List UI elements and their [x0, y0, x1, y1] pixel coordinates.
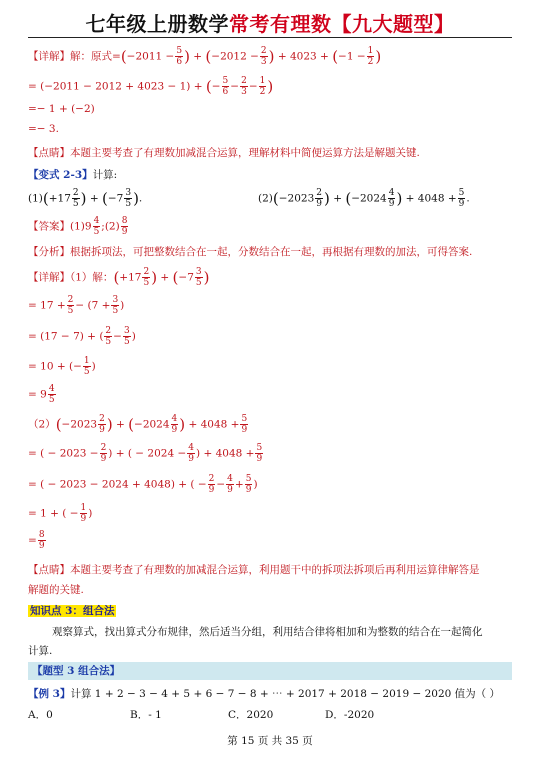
detail-2-line-7: = ( − 2023 − $\frac{2}{9}$ ) + ( − 2024 − $\frac{4}{9}$ ) + 4048 + $\frac{5}{9}$ — [28, 443, 263, 464]
detail-tag: 【详解】 — [28, 50, 70, 63]
variant-heading — [28, 167, 117, 182]
line-text: = (17 − 7) + ( — [28, 330, 104, 343]
line-text: = 9 — [28, 388, 47, 401]
remark-2-line-1 — [28, 562, 480, 577]
header-title-red: 常考有理数【九大题型】 — [229, 12, 455, 36]
example-text: 计算 1 + 2 − 3 − 4 + 5 + 6 − 7 − 8 + ⋯ + 2017 + 2018 − 2019 − 2020 值为（ ） — [70, 688, 500, 700]
answer-text: (1)9 — [70, 220, 92, 233]
remark-2-line-2: 解题的关键. — [28, 584, 84, 596]
header-title-black: 七年级上册数学 — [85, 12, 229, 36]
variant-tag: 【变式 2-3】 — [28, 169, 93, 181]
line-text: = 10 + (− — [28, 360, 82, 373]
knowledge-point-body-2: 计算. — [28, 645, 53, 657]
detail-line-3: =− 1 + (−2) — [28, 103, 95, 115]
detail-line-4: =− 3. — [28, 123, 59, 135]
analysis-text: 根据拆项法，可把整数结合在一起，分数结合在一起，再根据有理数的加法，可得答案. — [70, 246, 473, 258]
example-line — [28, 686, 500, 701]
knowledge-point-label: 知识点 3：组合法 — [30, 605, 115, 617]
header-rule — [28, 37, 512, 38]
remark-tag: 【点睛】 — [28, 147, 70, 159]
remark-text: 本题主要考查了有理数的加减混合运算，利用题干中的拆项法拆项后再利用运算律解答是 — [70, 564, 480, 576]
option-c[interactable]: C．2020 — [228, 709, 274, 721]
line-text: （2） — [28, 418, 56, 431]
variant-problem-2: (2)(−2023 $\frac{2}{9}$ ) + (−2024 $\frac{4}{9}$ ) + 4048 + $\frac{5}{9}$ . — [258, 188, 470, 209]
answer-line: 【答案】(1)9 $\frac{4}{5}$ ;(2) $\frac{8}{9}$ — [28, 216, 128, 237]
page-header — [0, 8, 540, 37]
remark-tag: 【点睛】 — [28, 564, 70, 576]
line-text: = — [28, 534, 37, 547]
problem-1-label: (1) — [28, 192, 43, 205]
detail-2-line-6: （2）(−2023 $\frac{2}{9}$ ) + (−2024 $\frac{4}{9}$ ) + 4048 + $\frac{5}{9}$ — [28, 414, 248, 435]
detail-2-line-5: = 9 $\frac{4}{5}$ — [28, 384, 55, 405]
line-text: = 17 + — [28, 299, 66, 312]
example-tag: 【例 3】 — [28, 688, 71, 700]
remark-text: 本题主要考查了有理数加减混合运算，理解材料中简便运算方法是解题关键. — [70, 147, 420, 159]
line-text: = ( − 2023 − 2024 + 4048) + ( − — [28, 478, 207, 491]
variant-text: 计算: — [92, 169, 118, 181]
knowledge-point-body-1: 观察算式，找出算式分布规律，然后适当分组，利用结合律将相加和为整数的结合在一起简化 — [52, 626, 483, 638]
detail-2-line-1: 【详解】（1）解：(+17 $\frac{2}{5}$ ) + (−7 $\frac{3}{5}$ ) — [28, 267, 210, 288]
detail-line-2: = (−2011 − 2012 + 4023 − 1) + (− $\frac{5}{6}$ − $\frac{2}{3}$ − $\frac{1}{2}$ ) — [28, 76, 274, 97]
detail-2-line-9: = 1 + ( − $\frac{1}{9}$ ) — [28, 503, 93, 524]
detail-2-line-10: = $\frac{8}{9}$ — [28, 530, 45, 551]
detail-tag: 【详解】 — [28, 271, 70, 284]
option-b[interactable]: B．- 1 — [130, 709, 162, 721]
knowledge-point-heading — [28, 603, 116, 618]
detail-text: 解：原式= — [70, 50, 121, 63]
option-a[interactable]: A．0 — [28, 709, 53, 721]
detail-2-line-8: = ( − 2023 − 2024 + 4048) + ( − $\frac{2}{9}$ − $\frac{4}{9}$ + $\frac{5}{9}$ ) — [28, 474, 258, 495]
remark-line — [28, 145, 420, 160]
line-text: = 1 + ( − — [28, 507, 79, 520]
answer-tag: 【答案】 — [28, 220, 70, 233]
type-banner-label: 【题型 3 组合法】 — [32, 665, 121, 677]
detail-2-line-3: = (17 − 7) + ( $\frac{2}{5}$ − $\frac{3}{5}$ ) — [28, 326, 136, 347]
variant-problem-1: (1)(+17 $\frac{2}{5}$ ) + (−7 $\frac{3}{5}$ ). — [28, 188, 143, 209]
detail-2-line-2: = 17 + $\frac{2}{5}$ − (7 + $\frac{3}{5}$ ) — [28, 295, 125, 316]
line-text: = ( − 2023 − — [28, 447, 99, 460]
detail-text: （1）解： — [70, 271, 114, 284]
problem-2-label: (2) — [258, 192, 273, 205]
detail-2-line-4: = 10 + (− $\frac{1}{5}$ ) — [28, 356, 96, 377]
line-text: = (−2011 − 2012 + 4023 − 1) + — [28, 80, 203, 93]
detail-line-1: 【详解】解：原式=(−2011 − $\frac{5}{6}$ ) + (−2012 − $\frac{2}{3}$ ) + 4023 + (−1 − $\frac{1}{2}$ ) — [28, 46, 382, 67]
option-d[interactable]: D．-2020 — [325, 709, 375, 721]
page-footer: 第 15 页 共 35 页 — [227, 735, 313, 747]
analysis-tag: 【分析】 — [28, 246, 70, 258]
analysis-line — [28, 244, 472, 259]
